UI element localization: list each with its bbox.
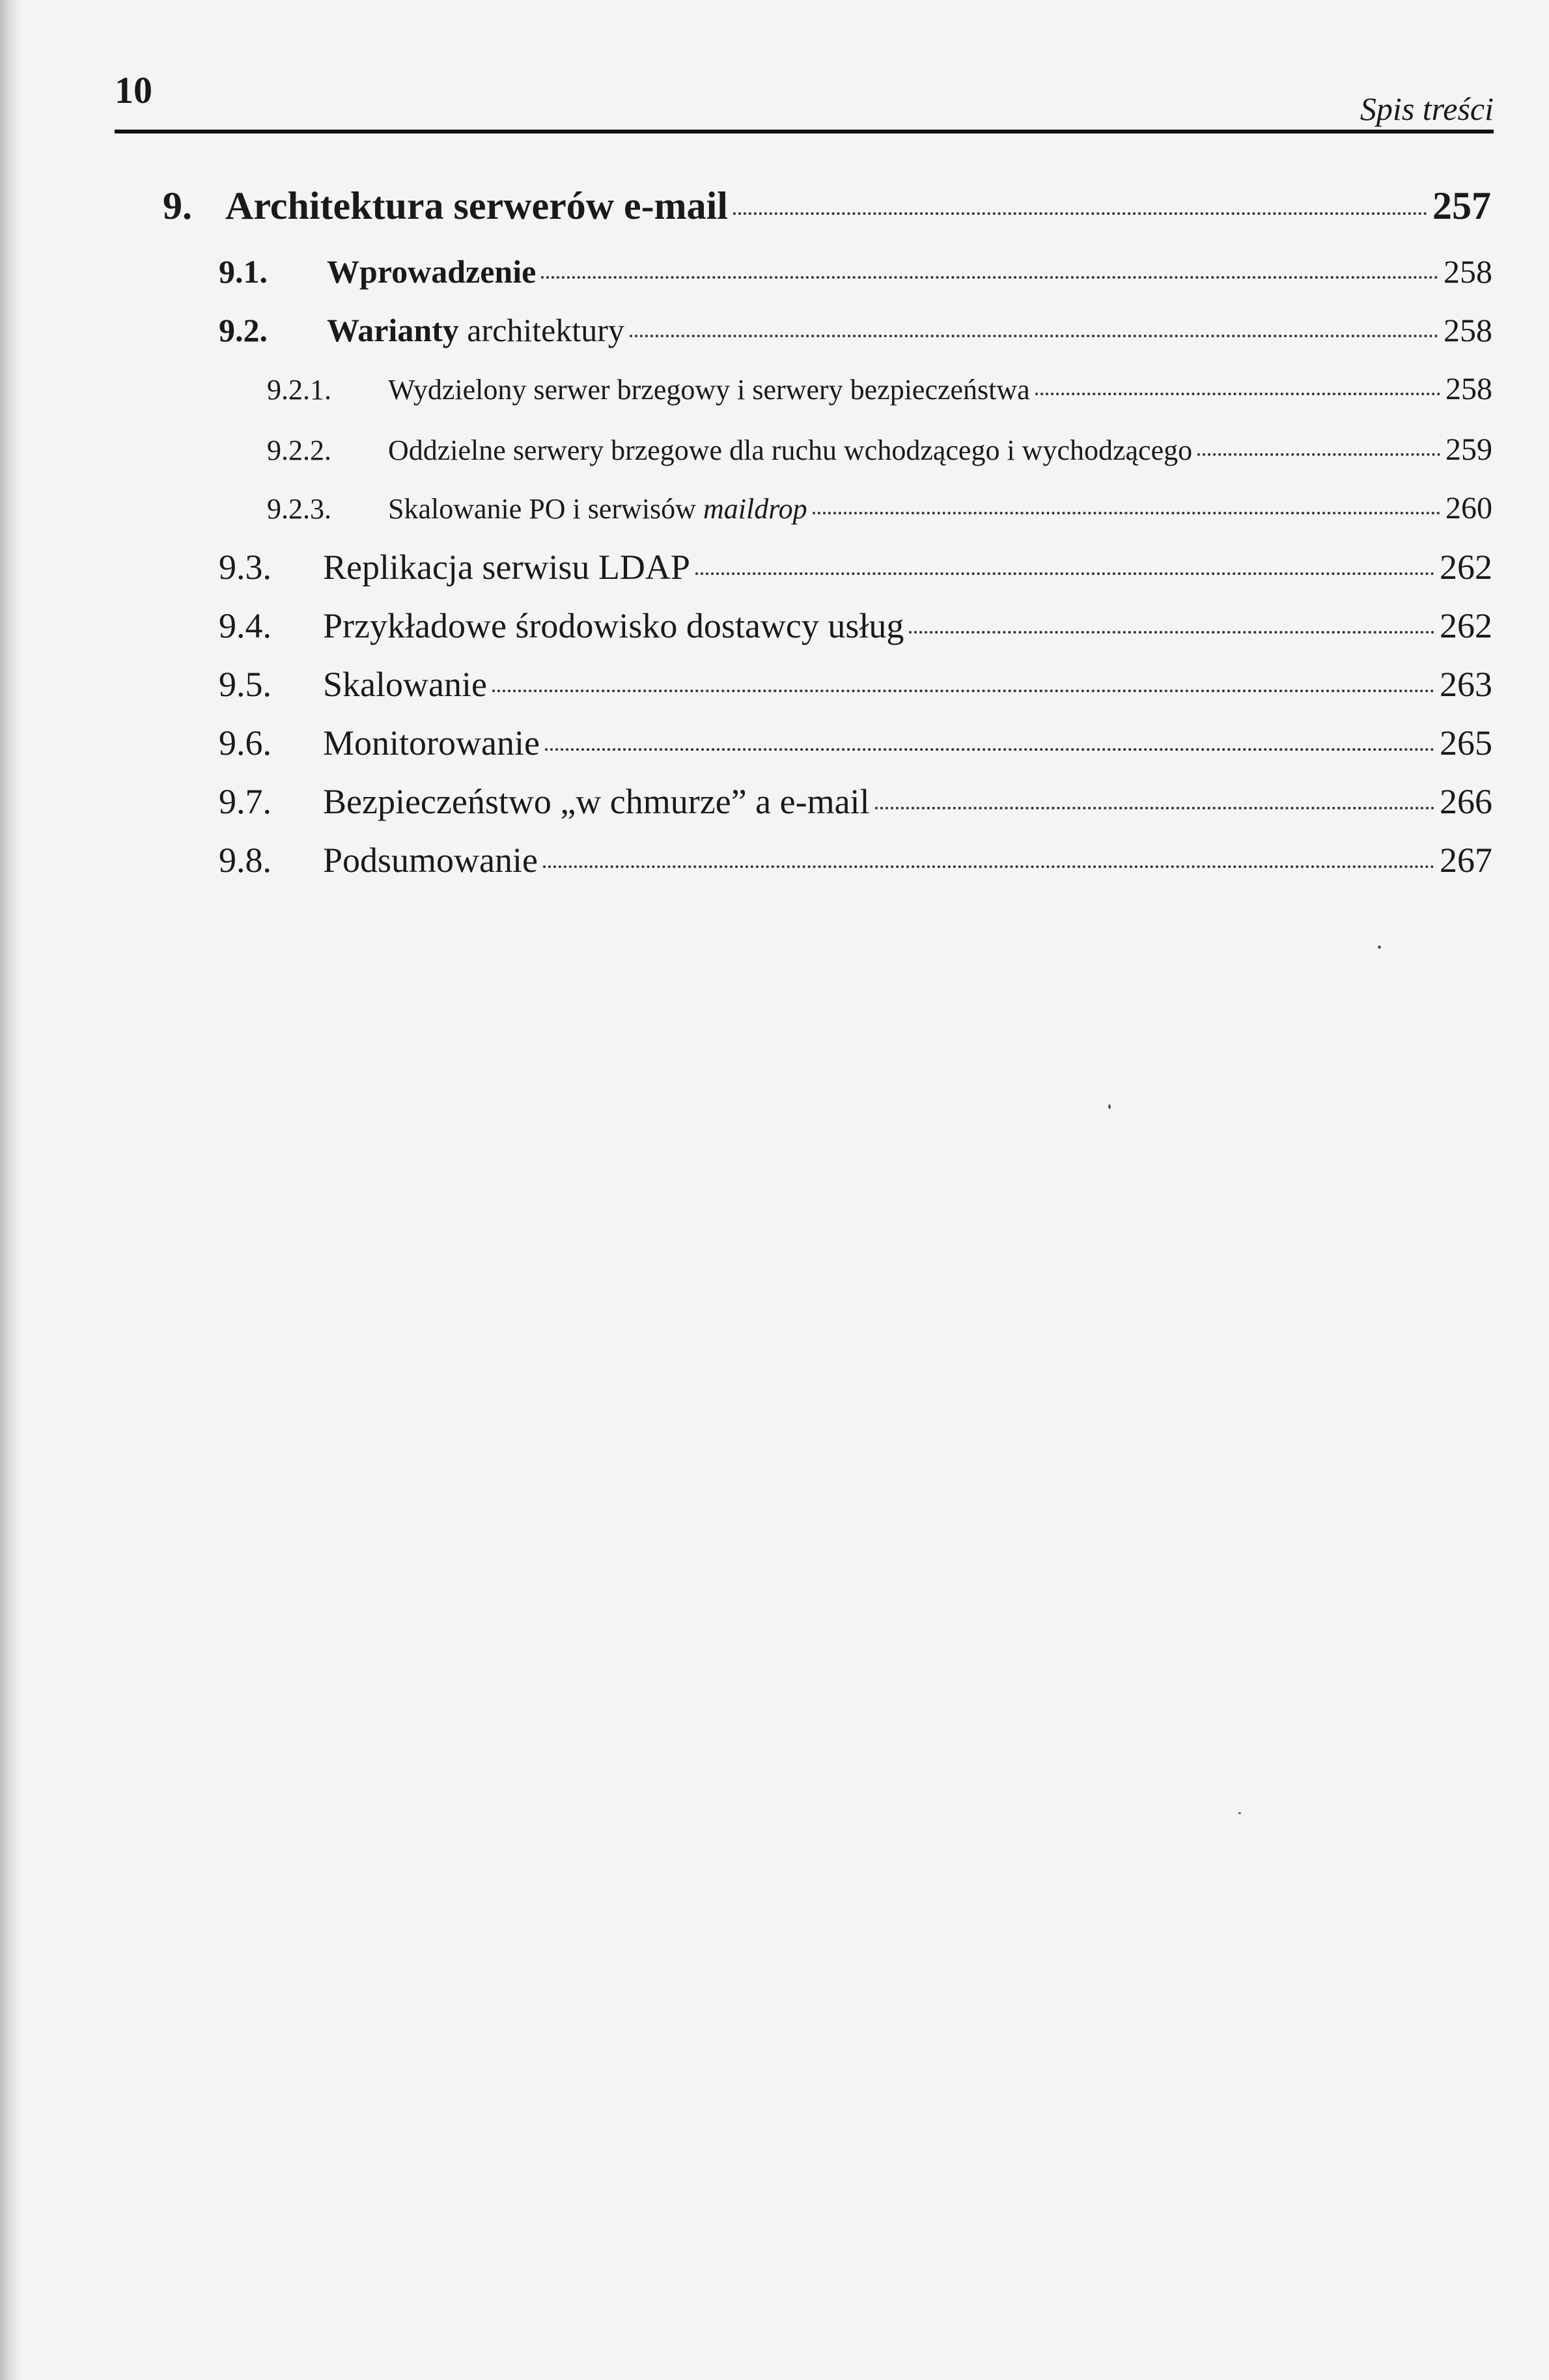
- toc-entry-title: [388, 434, 1192, 467]
- toc-dot-leader: [630, 335, 1438, 337]
- toc-entry-title-italic: maildrop: [703, 493, 807, 525]
- toc-subsection-entry: [267, 432, 1492, 468]
- toc-entry-title: Skalowanie: [323, 665, 487, 704]
- header-rule: [115, 130, 1494, 133]
- toc-entry-number: 9.6.: [219, 723, 272, 763]
- toc-entry-page: 259: [1445, 432, 1492, 467]
- toc-entry-number: 9.4.: [219, 606, 272, 645]
- toc-entry-number: 9.5.: [219, 665, 272, 704]
- toc-entry-title-bold: Wprowadzenie: [327, 253, 537, 290]
- toc-dot-leader: [492, 690, 1434, 692]
- toc-section-entry: [219, 606, 1492, 646]
- toc-subsection-entry: [267, 490, 1492, 526]
- toc-dot-leader: [1197, 453, 1440, 456]
- toc-entry-page: 262: [1440, 548, 1492, 587]
- toc-entry-title: Architektura serwerów e-mail: [225, 184, 728, 227]
- scan-speck: [1238, 1812, 1241, 1814]
- toc-entry-title-text: Oddzielne serwery brzegowe dla ruchu wchodzącego i wychodzącego: [388, 434, 1193, 466]
- toc-entry-number: 9.2.2.: [267, 434, 331, 466]
- toc-entry-page: 260: [1445, 491, 1492, 525]
- toc-entry-title: [388, 373, 1030, 406]
- toc-section-entry: [219, 664, 1492, 705]
- toc-entry-title: Bezpieczeństwo „w chmurze” a e-mail: [323, 782, 870, 821]
- toc-entry-title: Podsumowanie: [323, 841, 538, 880]
- toc-entry-title-rest: architektury: [458, 312, 624, 348]
- toc-section-entry: [219, 253, 1492, 290]
- toc-entry-page: 267: [1440, 841, 1492, 880]
- toc-entry-number: 9.: [163, 184, 192, 227]
- toc-entry-title: [388, 492, 807, 525]
- toc-entry-page: 266: [1440, 782, 1492, 821]
- toc-entry-page: 262: [1440, 606, 1492, 645]
- toc-dot-leader: [733, 212, 1427, 215]
- toc-entry-page: 258: [1444, 253, 1492, 290]
- toc-section-entry: [219, 547, 1492, 587]
- scan-speck: [1108, 1104, 1111, 1109]
- toc-entry-title: Monitorowanie: [323, 723, 540, 763]
- toc-dot-leader: [813, 512, 1440, 514]
- toc-entry-page: 265: [1440, 723, 1492, 763]
- toc-dot-leader: [875, 807, 1434, 809]
- toc-dot-leader: [541, 276, 1438, 279]
- toc-dot-leader: [1035, 393, 1440, 395]
- toc-entry-title: [327, 253, 536, 290]
- toc-entry-page: 258: [1444, 312, 1492, 348]
- toc-entry-page: 257: [1432, 184, 1491, 227]
- toc-entry-number: 9.2.3.: [267, 493, 331, 525]
- toc-entry-number: 9.7.: [219, 782, 272, 821]
- toc-entry-title-text: Skalowanie PO i serwisów: [388, 493, 703, 525]
- toc-entry-title-text: Wydzielony serwer brzegowy i serwery bezpieczeństwa: [388, 374, 1030, 406]
- toc-entry-number: 9.3.: [219, 548, 272, 587]
- toc-section-entry: [219, 311, 1492, 349]
- page-header: [115, 63, 1494, 128]
- toc-dot-leader: [543, 865, 1434, 868]
- toc-dot-leader: [909, 631, 1434, 634]
- toc-chapter-entry: [163, 184, 1491, 229]
- toc-entry-page: 263: [1440, 665, 1492, 704]
- toc-entry-number: 9.2.1.: [267, 374, 331, 406]
- toc-section-entry: [219, 723, 1492, 763]
- toc-section-entry: [219, 840, 1492, 880]
- toc-subsection-entry: [267, 371, 1492, 407]
- toc-entry-title-bold: Warianty: [327, 312, 459, 348]
- toc-dot-leader: [695, 572, 1434, 575]
- toc-entry-title: [327, 311, 624, 349]
- scan-speck: [1378, 945, 1381, 949]
- toc-dot-leader: [545, 748, 1434, 751]
- toc-section-entry: [219, 781, 1492, 822]
- toc-entry-number: 9.2.: [219, 312, 268, 348]
- toc-entry-title: Przykładowe środowisko dostawcy usług: [323, 606, 904, 645]
- toc-entry-title: Replikacja serwisu LDAP: [323, 548, 690, 587]
- toc-entry-number: 9.1.: [219, 253, 268, 290]
- scan-edge-shadow: [0, 0, 22, 2380]
- page-number: 10: [115, 69, 152, 111]
- running-head: Spis treści: [1360, 91, 1494, 127]
- toc-entry-number: 9.8.: [219, 841, 272, 880]
- toc-entry-page: 258: [1445, 372, 1492, 406]
